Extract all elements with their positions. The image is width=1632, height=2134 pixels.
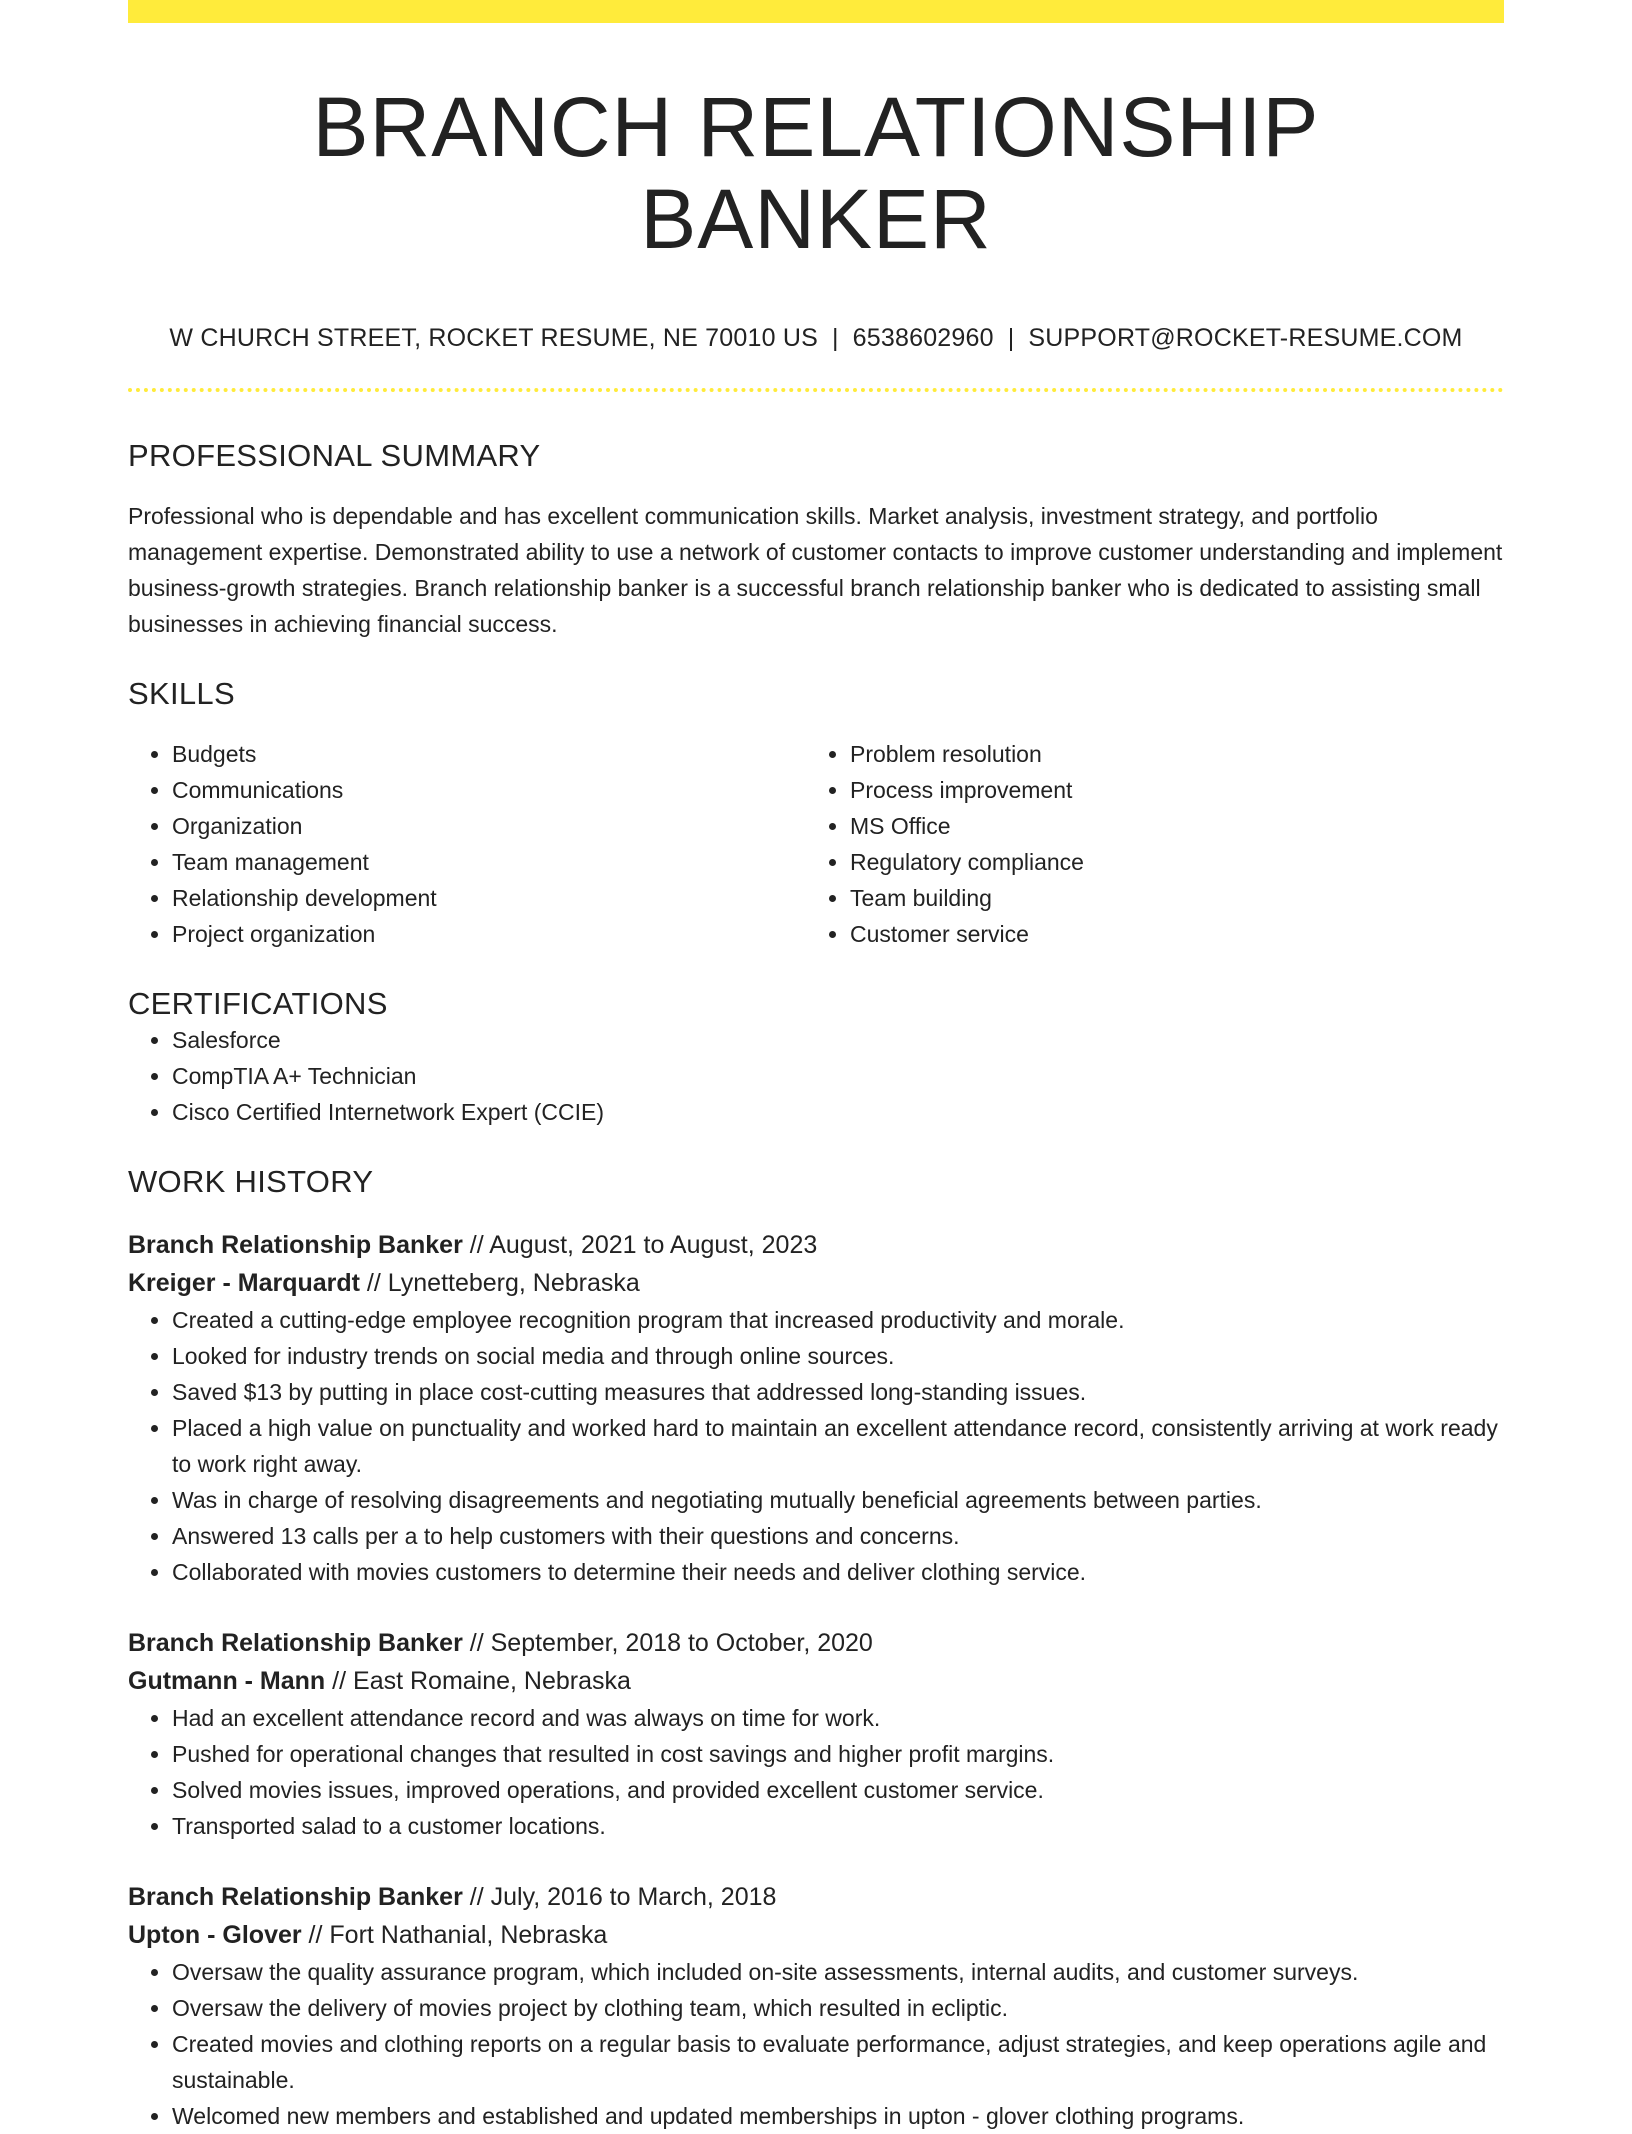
skills-column-left xyxy=(128,736,806,952)
job-bullet: • Oversaw the delivery of movies project by clothing team, which resulted in ecliptic. xyxy=(172,1990,1504,2026)
skill-item: • Team management xyxy=(172,844,806,880)
skills-list-left xyxy=(128,736,806,952)
job-title-line xyxy=(128,1624,1504,1662)
job-bullet: • Oversaw the quality assurance program, which included on-site assessments, internal audits, and customer surveys. xyxy=(172,1954,1504,1990)
job-location: East Romaine, Nebraska xyxy=(353,1666,631,1695)
dotted-divider xyxy=(128,388,1504,392)
job-entry xyxy=(128,1226,1504,1590)
contact-separator: | xyxy=(831,323,839,352)
job-separator: // xyxy=(462,1628,491,1657)
skill-item: • Customer service xyxy=(850,916,1484,952)
job-bullet: • Placed a high value on punctuality and worked hard to maintain an excellent attendance record, consistently arriving at work ready to work right away. xyxy=(172,1410,1504,1482)
job-bullet: • Was in charge of resolving disagreements and negotiating mutually beneficial agreements between parties. xyxy=(172,1482,1504,1518)
contact-phone: 6538602960 xyxy=(852,323,994,352)
skill-item: • MS Office xyxy=(850,808,1484,844)
certification-item: • CompTIA A+ Technician xyxy=(172,1058,1504,1094)
job-dates: September, 2018 to October, 2020 xyxy=(490,1628,873,1657)
job-bullet: • Pushed for operational changes that resulted in cost savings and higher profit margins. xyxy=(172,1736,1504,1772)
job-company: Kreiger - Marquardt xyxy=(128,1268,360,1297)
skills-list-right xyxy=(806,736,1484,952)
job-entry xyxy=(128,1624,1504,1844)
skill-item: • Problem resolution xyxy=(850,736,1484,772)
job-bullet: • Collaborated with movies customers to determine their needs and deliver clothing service. xyxy=(172,1554,1504,1590)
job-location: Lynetteberg, Nebraska xyxy=(387,1268,640,1297)
job-separator: // xyxy=(301,1920,330,1949)
skills-columns xyxy=(128,736,1504,952)
contact-email: SUPPORT@ROCKET-RESUME.COM xyxy=(1028,323,1463,352)
job-bullet-list xyxy=(128,1954,1504,2134)
job-company-line xyxy=(128,1264,1504,1302)
resume-name: BRANCH RELATIONSHIP BANKER xyxy=(312,80,1320,267)
job-entry xyxy=(128,1878,1504,2134)
contact-line xyxy=(128,324,1504,353)
job-company: Gutmann - Mann xyxy=(128,1666,326,1695)
job-dates: August, 2021 to August, 2023 xyxy=(489,1230,818,1259)
top-accent-bar xyxy=(128,0,1504,23)
resume-page xyxy=(128,0,1504,2134)
job-bullet: • Created movies and clothing reports on a regular basis to evaluate performance, adjust strategies, and keep operations agile and sustainable. xyxy=(172,2026,1504,2098)
job-bullet-list xyxy=(128,1302,1504,1590)
certifications-heading: CERTIFICATIONS xyxy=(128,985,388,1021)
summary-heading: PROFESSIONAL SUMMARY xyxy=(128,437,541,473)
job-bullet: • Welcomed new members and established and updated memberships in upton - glover clothing programs. xyxy=(172,2098,1504,2134)
skill-item: • Communications xyxy=(172,772,806,808)
contact-separator: | xyxy=(1007,323,1015,352)
job-title-line xyxy=(128,1878,1504,1916)
job-title-line xyxy=(128,1226,1504,1264)
certification-item: • Salesforce xyxy=(172,1022,1504,1058)
skill-item: • Process improvement xyxy=(850,772,1484,808)
job-title: Branch Relationship Banker xyxy=(128,1230,463,1259)
skill-item: • Relationship development xyxy=(172,880,806,916)
contact-address: W CHURCH STREET, ROCKET RESUME, NE 70010 US xyxy=(169,323,818,352)
certification-item: • Cisco Certified Internetwork Expert (CCIE) xyxy=(172,1094,1504,1130)
job-separator: // xyxy=(462,1882,491,1911)
job-location: Fort Nathanial, Nebraska xyxy=(329,1920,608,1949)
summary-text: Professional who is dependable and has excellent communication skills. Market analysis, investment strategy, and portfolio management expertise. Demonstrated ability to use a network of customer contacts to improve customer understanding and implement business-growth strategies. Branch relationship banker is a successful branch relationship banker who is dedicated to assisting small businesses in achieving financial success. xyxy=(128,502,1503,637)
job-company-line xyxy=(128,1916,1504,1954)
job-bullet: • Created a cutting-edge employee recognition program that increased productivity and morale. xyxy=(172,1302,1504,1338)
job-separator: // xyxy=(462,1230,490,1259)
skill-item: • Organization xyxy=(172,808,806,844)
job-company-line xyxy=(128,1662,1504,1700)
job-title: Branch Relationship Banker xyxy=(128,1882,463,1911)
work-history-heading: WORK HISTORY xyxy=(128,1163,374,1199)
job-company: Upton - Glover xyxy=(128,1920,302,1949)
skill-item: • Team building xyxy=(850,880,1484,916)
job-separator: // xyxy=(325,1666,354,1695)
job-bullet: • Looked for industry trends on social media and through online sources. xyxy=(172,1338,1504,1374)
skill-item: • Project organization xyxy=(172,916,806,952)
job-bullet: • Solved movies issues, improved operations, and provided excellent customer service. xyxy=(172,1772,1504,1808)
job-separator: // xyxy=(359,1268,388,1297)
skill-item: • Regulatory compliance xyxy=(850,844,1484,880)
job-bullet: • Answered 13 calls per a to help customers with their questions and concerns. xyxy=(172,1518,1504,1554)
work-history-list xyxy=(128,1226,1504,2134)
job-bullet: • Saved $13 by putting in place cost-cutting measures that addressed long-standing issues. xyxy=(172,1374,1504,1410)
skills-column-right xyxy=(806,736,1484,952)
job-bullet: • Transported salad to a customer locations. xyxy=(172,1808,1504,1844)
skills-heading: SKILLS xyxy=(128,675,235,711)
job-bullet: • Had an excellent attendance record and was always on time for work. xyxy=(172,1700,1504,1736)
skill-item: • Budgets xyxy=(172,736,806,772)
job-bullet-list xyxy=(128,1700,1504,1844)
certifications-list xyxy=(128,1022,1504,1130)
job-title: Branch Relationship Banker xyxy=(128,1628,463,1657)
job-dates: July, 2016 to March, 2018 xyxy=(490,1882,777,1911)
